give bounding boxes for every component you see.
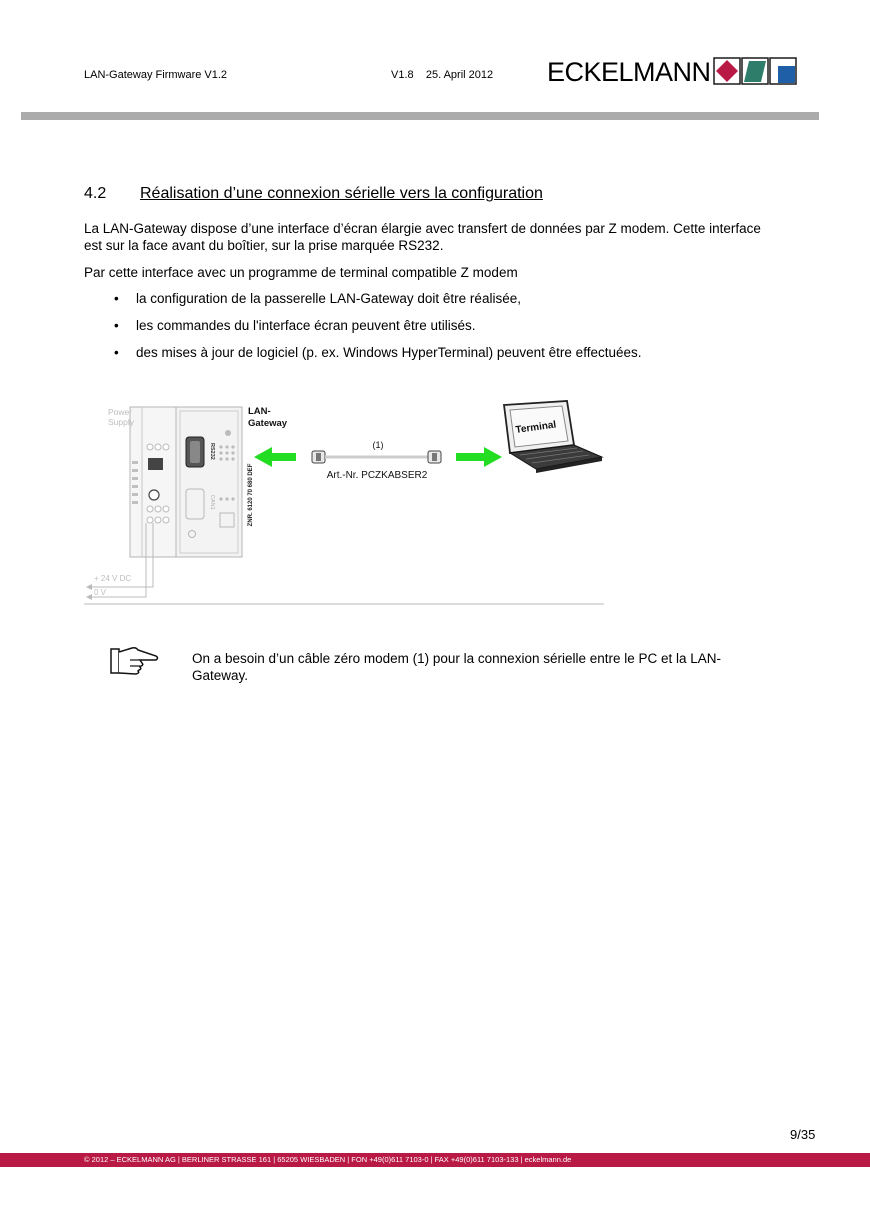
null-modem-cable	[312, 451, 441, 463]
power-arrow-icon	[86, 594, 92, 600]
bullet-symbol: •	[114, 345, 119, 360]
serial-number-label: ZNR. 6120 70 680 DEF	[248, 463, 254, 527]
section-number: 4.2	[84, 185, 107, 202]
terminal-label: Terminal	[514, 419, 557, 436]
version-date: V1.8 25. April 2012	[391, 69, 494, 81]
list-item	[84, 317, 784, 344]
connection-diagram	[80, 395, 606, 607]
logo-wordmark: ECKELMANN	[547, 57, 711, 87]
header-divider	[21, 112, 819, 120]
lead-paragraph: Par cette interface avec un programme de terminal compatible Z modem	[84, 265, 518, 280]
logo-squares-icon	[713, 56, 799, 88]
can-label: CAN1	[209, 495, 215, 510]
list-item-text: la configuration de la passerelle LAN-Gateway doit être réalisée,	[136, 291, 521, 306]
bullet-symbol: •	[114, 291, 119, 306]
voltage-0-label: 0 V	[94, 588, 107, 597]
list-item	[84, 344, 784, 371]
list-item-text: les commandes du l'interface écran peuvent être utilisés.	[136, 318, 476, 333]
cable-marker: (1)	[372, 440, 384, 450]
laptop-icon	[504, 401, 602, 473]
arrow-to-gateway-icon	[254, 447, 296, 467]
section-title: Réalisation d’une connexion sérielle vers la configuration	[140, 185, 543, 202]
voltage-24-label: + 24 V DC	[94, 574, 132, 583]
pointing-hand-icon	[110, 645, 160, 679]
note-text: On a besoin d’un câble zéro modem (1) pour la connexion sérielle entre le PC et la LAN-Gateway.	[192, 651, 722, 683]
page-number: 9/35	[790, 1127, 816, 1142]
footer-bar	[0, 1153, 870, 1167]
bullet-list	[84, 290, 784, 371]
gateway-label: Gateway	[248, 418, 288, 429]
list-item-text: des mises à jour de logiciel (p. ex. Windows HyperTerminal) peuvent être effectuées.	[136, 345, 642, 360]
arrow-to-terminal-icon	[456, 447, 502, 467]
document-title: LAN-Gateway Firmware V1.2	[84, 69, 228, 81]
footer-text: © 2012 – ECKELMANN AG | BERLINER STRASSE 161 | 65205 WIESBADEN | FON +49(0)611 7103-0 | FAX +49(0)611 7103-133 | eckelmann.de	[84, 1155, 572, 1164]
rs232-label: RS232	[209, 443, 215, 460]
article-number: Art.-Nr. PCZKABSER2	[326, 470, 428, 481]
eckelmann-logo	[547, 56, 799, 88]
power-arrow-icon	[86, 584, 92, 590]
list-item	[84, 290, 784, 317]
power-supply-label: Power	[108, 407, 133, 417]
gateway-label: LAN-	[248, 406, 271, 417]
section-heading	[84, 185, 543, 203]
power-supply-label: Supply	[108, 417, 134, 427]
intro-paragraph: La LAN-Gateway dispose d’une interface d’écran élargie avec transfert de données par Z modem. Cette interface est sur la face avant du boîtier, sur la prise marquée RS232.	[84, 221, 761, 253]
bullet-symbol: •	[114, 318, 119, 333]
lan-gateway-module	[176, 407, 242, 557]
